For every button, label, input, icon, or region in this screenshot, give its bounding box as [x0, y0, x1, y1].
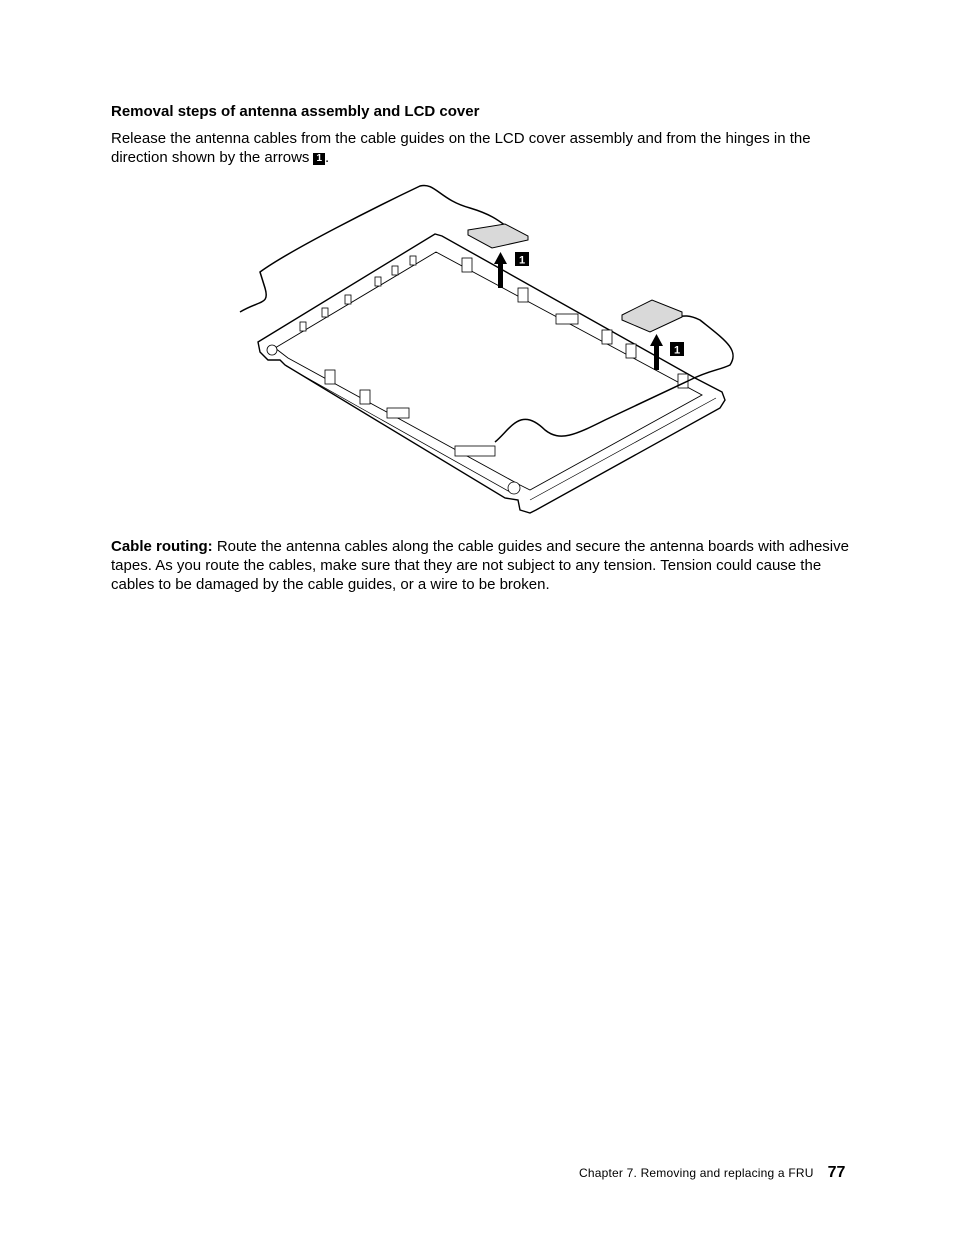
lcd-cover-antenna-illustration	[230, 180, 740, 520]
callout-badge-inline: 1	[313, 153, 325, 165]
right-antenna-board	[622, 300, 682, 332]
instruction-text: Release the antenna cables from the cable guides on the LCD cover assembly and from the hinges in the direction shown by the arrows	[111, 130, 811, 166]
instruction-paragraph	[111, 129, 856, 167]
cable-routing-paragraph	[111, 537, 856, 594]
left-antenna-board	[468, 224, 528, 248]
cable-routing-text: Route the antenna cables along the cable guides and secure the antenna boards with adhesive tapes. As you route the cables, make sure that they are not subject to any tension. Tension could cause the cables to be damaged by the cable guides, or a wire to be broken.	[111, 538, 849, 593]
page-footer	[579, 1163, 869, 1183]
instruction-end: .	[325, 149, 330, 166]
footer-chapter: Chapter 7. Removing and replacing a FRU	[579, 1166, 814, 1180]
page-number: 77	[827, 1164, 846, 1181]
cable-routing-label: Cable routing:	[111, 538, 213, 555]
section-heading: Removal steps of antenna assembly and LCD cover	[111, 103, 480, 120]
callout-badge-left: 1	[518, 254, 526, 267]
callout-badge-right: 1	[673, 344, 681, 357]
